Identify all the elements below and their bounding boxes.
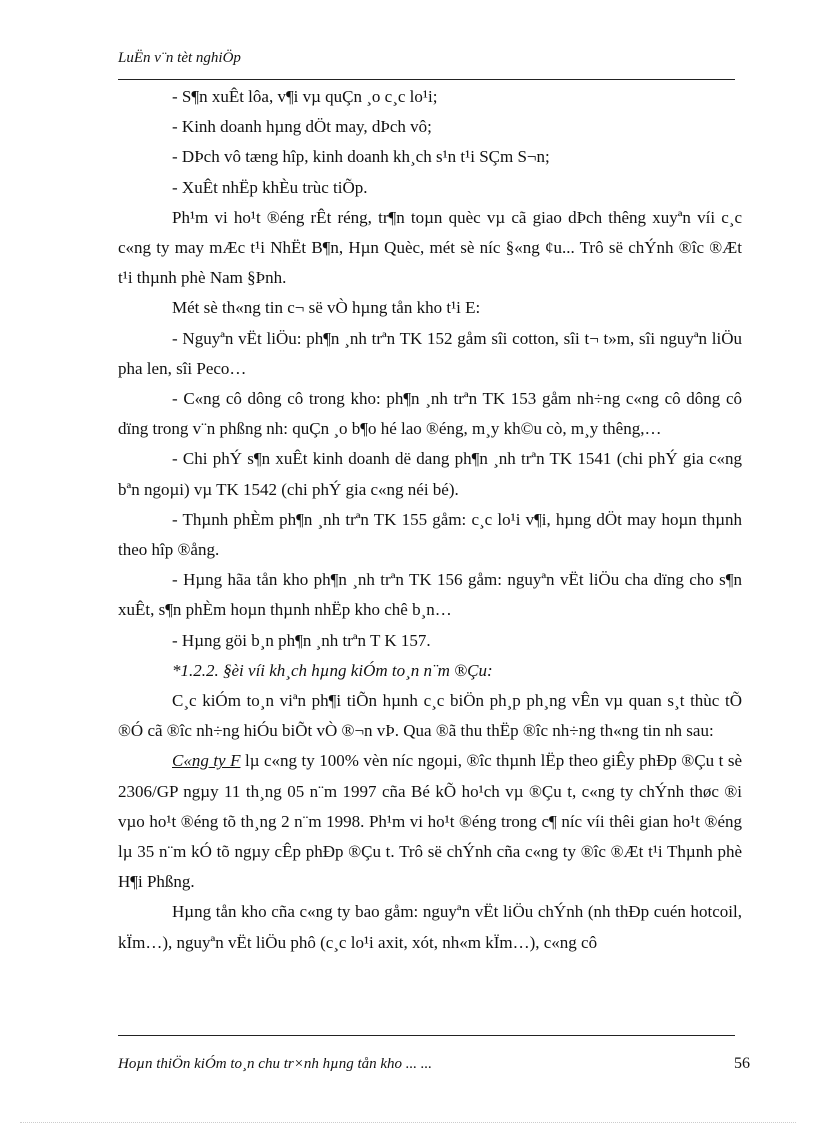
bullet-paragraph: - Hµng göi b¸n ph¶n ¸nh trªn T K 157. [172, 630, 431, 650]
bullet-paragraph: - Nguyªn vËt liÖu: ph¶n ¸nh trªn TK 152 gåm sîi cotton, sîi t¬ t»m, sîi nguyªn liÖu pha len, sîi Peco… [118, 328, 742, 378]
body-paragraph: Hµng tån kho cña c«ng ty bao gåm: nguyªn vËt liÖu chÝnh (nh thÐp cuén hotcoil, kÏm…), nguyªn vËt liÖu phô (c¸c lo¹i axit, xót, nh«m kÏm…), c«ng cô [118, 902, 742, 952]
bullet-paragraph: - XuÊt nhËp khÈu trùc tiÕp. [172, 177, 368, 197]
body-paragraph: C¸c kiÓm to¸n viªn ph¶i tiÕn hµnh c¸c biÖn ph¸p ph¸ng vÊn vµ quan s¸t thùc tÕ ®Ó cã ®îc nh÷ng hiÓu biÕt vÒ ®¬n vÞ. Qua ®ã thu thËp ®îc nh÷ng th«ng tin nh sau: [118, 691, 742, 741]
running-header: LuËn v¨n tèt nghiÖp [118, 50, 241, 66]
bullet-paragraph: - Chi phÝ s¶n xuÊt kinh doanh dë dang ph¶n ¸nh trªn TK 1541 (chi phÝ gia c«ng bªn ngoµi) vµ TK 1542 (chi phÝ gia c«ng néi bé). [118, 449, 742, 499]
bullet-paragraph: - Kinh doanh hµng dÖt may, dÞch vô; [172, 117, 432, 137]
bullet-paragraph: - DÞch vô tæng hîp, kinh doanh kh¸ch s¹n t¹i SÇm S¬n; [172, 147, 550, 167]
section-heading: *1.2.2. §èi víi kh¸ch hµng kiÓm to¸n n¨m ®Çu: [172, 660, 493, 680]
page-number: 56 [734, 1055, 750, 1072]
company-f-name: C«ng ty F [172, 751, 241, 771]
bullet-paragraph: - Thµnh phÈm ph¶n ¸nh trªn TK 155 gåm: c¸c lo¹i v¶i, hµng dÖt may hoµn thµnh theo hîp ®ång. [118, 509, 742, 560]
bullet-paragraph: - Hµng hãa tån kho ph¶n ¸nh trªn TK 156 gåm: nguyªn vËt liÖu cha dïng cho s¶n xuÊt, s¶n phÈm hoµn thµnh nhËp kho chê b¸n… [118, 570, 742, 620]
company-f-paragraph [118, 746, 742, 897]
header-rule [118, 79, 735, 80]
footer-rule [118, 1035, 735, 1036]
running-footer: Hoµn thiÖn kiÓm to¸n chu tr×nh hµng tån kho ... ... [118, 1056, 433, 1072]
body-paragraph: Mét sè th«ng tin c¬ së vÒ hµng tån kho t¹i E: [172, 298, 481, 318]
bullet-paragraph: - S¶n xuÊt lôa, v¶i vµ quÇn ¸o c¸c lo¹i; [172, 87, 438, 106]
body-paragraph: Ph¹m vi ho¹t ®éng rÊt réng, tr¶n toµn quèc vµ cã giao dÞch thêng xuyªn víi c¸c c«ng ty may mÆc t¹i NhËt B¶n, Hµn Quèc, mét sè níc §«ng ¢u... Trô së chÝnh ®îc ®Æt t¹i thµnh phè Nam §Þnh. [118, 207, 742, 288]
bullet-paragraph: - C«ng cô dông cô trong kho: ph¶n ¸nh trªn TK 153 gåm nh÷ng c«ng cô dông cô dïng trong v¨n phßng nh: quÇn ¸o b¶o hé lao ®éng, m¸y kh©u cò, m¸y thêng,… [118, 389, 742, 439]
company-f-text: lµ c«ng ty 100% vèn níc ngoµi, ®îc thµnh lËp theo giÊy phÐp ®Çu t sè 2306/GP ngµy 11 th¸ng 05 n¨m 1997 cña Bé kÕ ho¹ch vµ ®Çu t, c«ng ty chÝnh thøc ®i vµo ho¹t ®éng tõ th¸ng 2 n¨m 1998. Ph¹m vi ho¹t ®éng trong c¶ níc víi thêi gian ho¹t ®éng lµ 35 n¨m kÓ tõ ngµy cÊp phÐp ®Çu t. Trô së chÝnh cña c«ng ty ®îc ®Æt t¹i Thµnh phè H¶i Phßng. [118, 751, 742, 892]
page-body [118, 82, 742, 958]
